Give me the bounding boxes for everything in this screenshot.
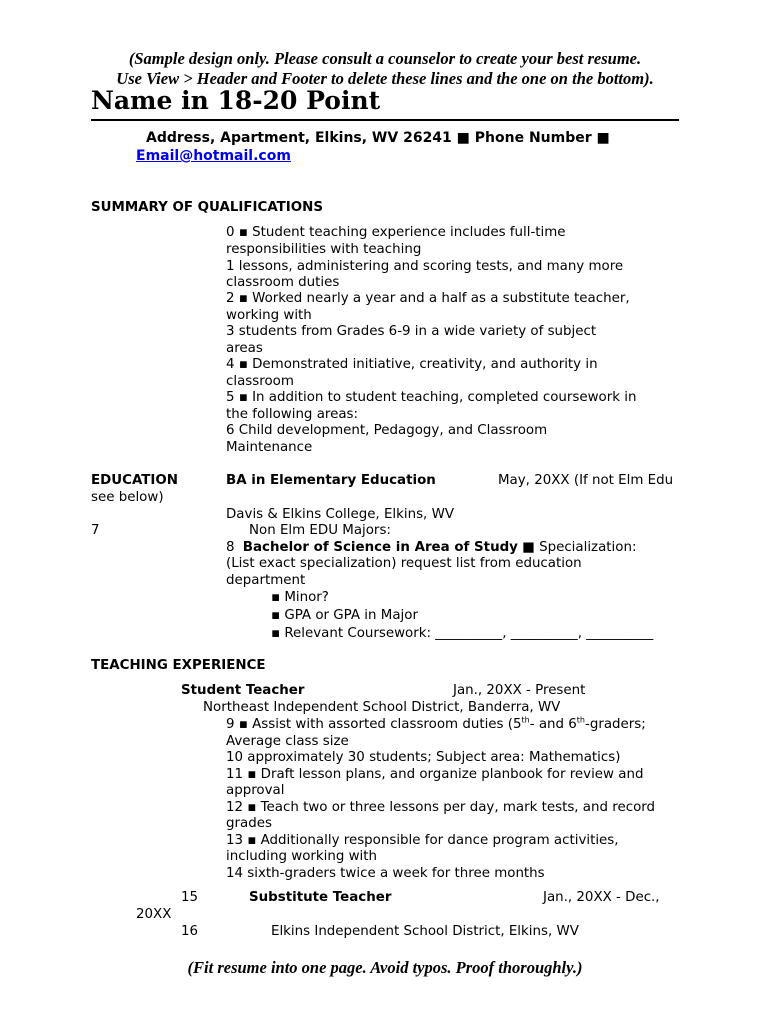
duty-line: 10 approximately 30 students; Subject area: Mathematics) xyxy=(226,750,621,765)
summary-line: 6 Child development, Pedagogy, and Classroom xyxy=(226,423,548,438)
job-date-continued: 20XX xyxy=(136,907,172,922)
summary-line: Maintenance xyxy=(226,440,313,455)
job-date: Jan., 20XX - Present xyxy=(453,683,586,698)
teaching-heading: TEACHING EXPERIENCE xyxy=(91,658,266,673)
bachelor-line xyxy=(226,540,636,555)
line-number: 16 xyxy=(181,924,199,939)
job-school: Elkins Independent School District, Elkins, WV xyxy=(271,924,579,939)
header-note-line-2: Use View > Header and Footer to delete these lines and the one on the bottom). xyxy=(116,69,654,88)
summary-heading: SUMMARY OF QUALIFICATIONS xyxy=(91,200,324,215)
summary-line: areas xyxy=(226,341,263,356)
duty-line: 11 ▪ Draft lesson plans, and organize planbook for review and xyxy=(226,767,644,782)
job-title: Student Teacher xyxy=(181,683,305,698)
duty-line: 12 ▪ Teach two or three lessons per day, mark tests, and record xyxy=(226,800,656,815)
summary-line: responsibilities with teaching xyxy=(226,242,422,257)
summary-line: 1 lessons, administering and scoring tests, and many more xyxy=(226,259,624,274)
summary-line: 4 ▪ Demonstrated initiative, creativity, and authority in xyxy=(226,357,598,372)
duty-text: - and 6 xyxy=(529,717,577,732)
duty-text: -graders; xyxy=(585,717,646,732)
duty-line: 14 sixth-graders twice a week for three months xyxy=(226,866,545,881)
duty-line: Average class size xyxy=(226,734,349,749)
contact-line: Address, Apartment, Elkins, WV 26241 ■ Phone Number ■ xyxy=(146,130,610,146)
duty-line: approval xyxy=(226,783,285,798)
degree-date: May, 20XX (If not Elm Edu xyxy=(498,473,674,488)
line-number: 7 xyxy=(91,523,100,538)
email-link[interactable]: Email@hotmail.com xyxy=(136,148,291,164)
footer-note: (Fit resume into one page. Avoid typos. Proof thoroughly.) xyxy=(187,958,583,977)
duty-line xyxy=(226,717,646,732)
job-title: Substitute Teacher xyxy=(249,890,392,905)
job-school: Northeast Independent School District, Banderra, WV xyxy=(203,700,561,715)
ordinal-suffix: th xyxy=(576,715,586,725)
duty-line: including working with xyxy=(226,849,378,864)
specialization-label: ■ Specialization: xyxy=(517,540,637,555)
job-date: Jan., 20XX - Dec., xyxy=(543,890,660,905)
duty-line: 13 ▪ Additionally responsible for dance program activities, xyxy=(226,833,619,848)
education-bullet: ▪ Minor? xyxy=(271,590,329,605)
specialization-line: department xyxy=(226,573,306,588)
name-divider xyxy=(91,119,679,121)
education-heading: EDUCATION xyxy=(91,473,178,488)
resume-name: Name in 18-20 Point xyxy=(91,86,381,115)
education-bullet: ▪ Relevant Coursework: __________, __________, __________ xyxy=(271,626,654,641)
line-number: 15 xyxy=(181,890,199,905)
summary-line: the following areas: xyxy=(226,407,359,422)
header-note-line-1: (Sample design only. Please consult a counselor to create your best resume. xyxy=(128,49,642,68)
summary-line: working with xyxy=(226,308,312,323)
line-number: 8 xyxy=(226,540,235,555)
summary-line: classroom xyxy=(226,374,294,389)
summary-line: classroom duties xyxy=(226,275,340,290)
ordinal-suffix: th xyxy=(521,715,530,725)
summary-line: 2 ▪ Worked nearly a year and a half as a substitute teacher, xyxy=(226,291,630,306)
summary-line: 5 ▪ In addition to student teaching, completed coursework in xyxy=(226,390,637,405)
degree-title: BA in Elementary Education xyxy=(226,473,436,488)
degree-date-continued: see below) xyxy=(91,490,164,505)
education-bullet: ▪ GPA or GPA in Major xyxy=(271,608,418,623)
non-elm-label: Non Elm EDU Majors: xyxy=(249,523,391,538)
duty-text: 9 ▪ Assist with assorted classroom duties (5 xyxy=(226,717,522,732)
summary-line: 0 ▪ Student teaching experience includes full-time xyxy=(226,225,566,240)
school-name: Davis & Elkins College, Elkins, WV xyxy=(226,507,454,522)
summary-line: 3 students from Grades 6-9 in a wide variety of subject xyxy=(226,324,597,339)
duty-line: grades xyxy=(226,816,272,831)
specialization-line: (List exact specialization) request list from education xyxy=(226,556,582,571)
bachelor-title: Bachelor of Science in Area of Study xyxy=(242,540,518,555)
